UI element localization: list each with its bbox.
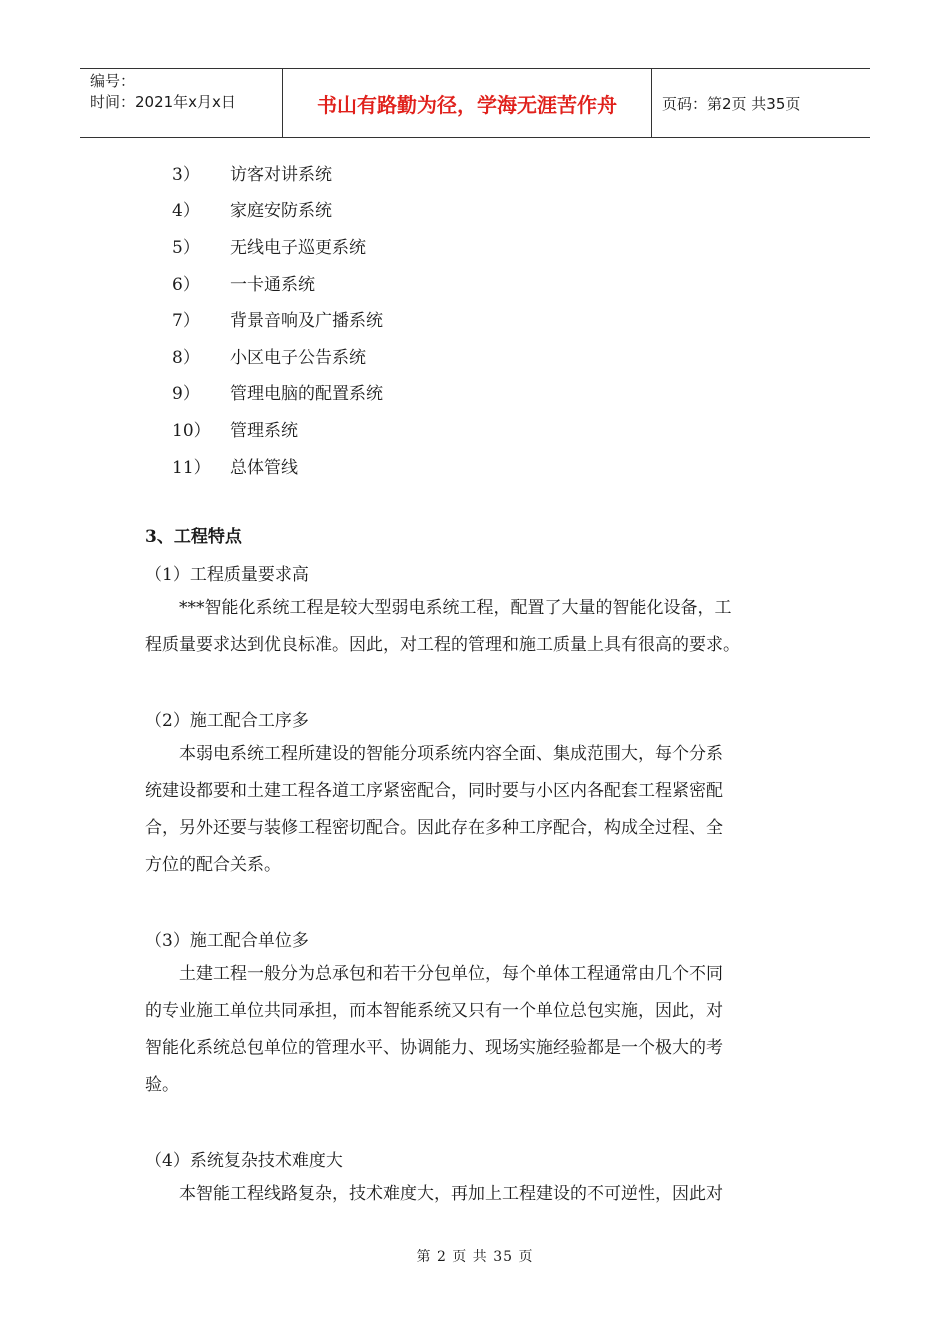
- header-table: [80, 68, 870, 138]
- header-motto-cell: [282, 69, 652, 137]
- system-list: [172, 154, 383, 483]
- list-text: 访客对讲系统: [230, 164, 332, 185]
- list-number: 8）: [172, 347, 200, 368]
- header-left-cell: [80, 69, 282, 137]
- page-info: 页码：第2页 共35页: [662, 94, 801, 113]
- paragraph-line: 土建工程一般分为总承包和若干分包单位，每个单体工程通常由几个不同: [145, 964, 723, 984]
- list-text: 管理系统: [230, 420, 298, 441]
- list-item: [172, 154, 383, 191]
- list-number: 10）: [172, 420, 211, 441]
- paragraph-2: [145, 736, 805, 884]
- subheading-3: （3）施工配合单位多: [145, 931, 309, 951]
- list-number: 5）: [172, 237, 200, 258]
- list-item: [172, 227, 383, 264]
- list-text: 小区电子公告系统: [230, 347, 366, 368]
- list-item: [172, 410, 383, 447]
- list-number: 7）: [172, 311, 200, 332]
- paragraph-line: 程质量要求达到优良标准。因此，对工程的管理和施工质量上具有很高的要求。: [145, 635, 740, 655]
- paragraph-line: ***智能化系统工程是较大型弱电系统工程，配置了大量的智能化设备，工: [145, 598, 732, 618]
- number-label: 编号：: [90, 72, 136, 90]
- list-item: [172, 300, 383, 337]
- paragraph-line: 的专业施工单位共同承担，而本智能系统又只有一个单位总包实施，因此，对: [145, 1001, 723, 1021]
- list-number: 6）: [172, 274, 200, 295]
- list-item: [172, 264, 383, 301]
- subheading-2: （2）施工配合工序多: [145, 711, 309, 731]
- list-text: 家庭安防系统: [230, 201, 332, 222]
- paragraph-line: 合，另外还要与装修工程密切配合。因此存在多种工序配合，构成全过程、全: [145, 818, 723, 838]
- list-item: [172, 447, 383, 484]
- list-text: 总体管线: [230, 457, 298, 478]
- list-item: [172, 374, 383, 411]
- list-number: 4）: [172, 201, 200, 222]
- motto: 书山有路勤为径，学海无涯苦作舟: [317, 92, 617, 117]
- subheading-4: （4）系统复杂技术难度大: [145, 1151, 343, 1171]
- paragraph-line: 方位的配合关系。: [145, 855, 281, 875]
- list-text: 背景音响及广播系统: [230, 311, 383, 332]
- list-number: 9）: [172, 384, 200, 405]
- time-label: 时间：2021年x月x日: [90, 93, 236, 111]
- subheading-1: （1）工程质量要求高: [145, 565, 309, 585]
- list-item: [172, 337, 383, 374]
- list-text: 一卡通系统: [230, 274, 315, 295]
- list-number: 3）: [172, 164, 200, 185]
- list-text: 管理电脑的配置系统: [230, 384, 383, 405]
- paragraph-line: 验。: [145, 1075, 179, 1095]
- paragraph-3: [145, 956, 805, 1104]
- paragraph-line: 本弱电系统工程所建设的智能分项系统内容全面、集成范围大，每个分系: [145, 744, 723, 764]
- section-title: 3、工程特点: [145, 527, 242, 547]
- paragraph-line: 本智能工程线路复杂，技术难度大，再加上工程建设的不可逆性，因此对: [145, 1184, 723, 1204]
- list-item: [172, 191, 383, 228]
- paragraph-line: 智能化系统总包单位的管理水平、协调能力、现场实施经验都是一个极大的考: [145, 1038, 723, 1058]
- paragraph-4: [145, 1176, 805, 1213]
- list-text: 无线电子巡更系统: [230, 237, 366, 258]
- list-number: 11）: [172, 457, 211, 478]
- paragraph-line: 统建设都要和土建工程各道工序紧密配合，同时要与小区内各配套工程紧密配: [145, 781, 723, 801]
- page-footer: 第 2 页 共 35 页: [416, 1249, 534, 1265]
- paragraph-1: [145, 590, 805, 664]
